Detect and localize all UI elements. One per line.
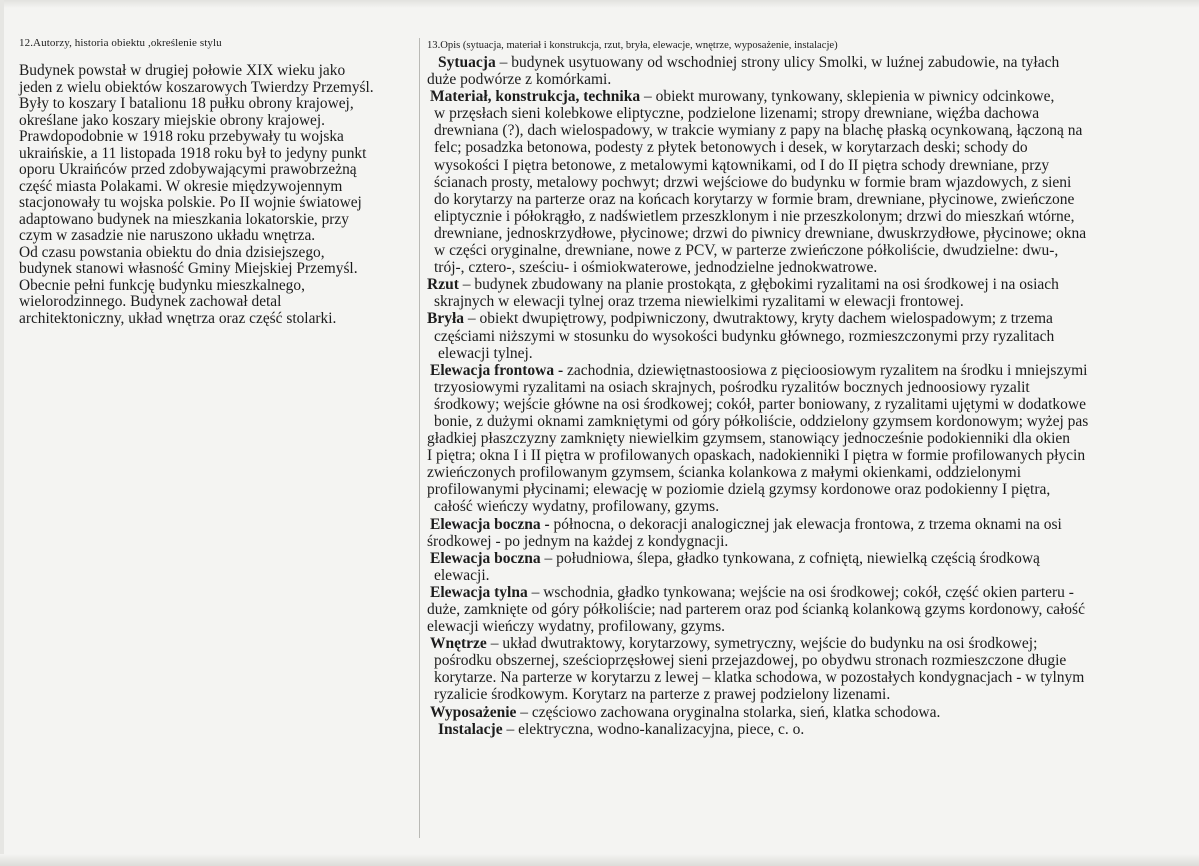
description-line — [424, 481, 1196, 498]
description-text-run: elewacji tylnej. — [438, 344, 533, 362]
description-text-run: gładkiej płaszczyzny zamknięty niewielkim gzymsem, stanowiący jednocześnie podokienniki dla okien — [427, 430, 1071, 448]
description-term: Wyposażenie — [430, 703, 517, 721]
description-text-run: północna, o dekoracji analogicznej jak elewacja frontowa, z trzema oknami na osi — [549, 515, 1062, 533]
description-text-run: w przęsłach sieni kolebkowe eliptyczne, podzielone lizenami; stropy drewniane, więźba dachowa — [434, 105, 1040, 123]
description-term: Materiał, konstrukcja, technika — [430, 88, 641, 106]
history-line: Od czasu powstania obiektu do dnia dzisiejszego, — [19, 243, 325, 261]
description-text-run: I piętra; okna I i II piętra w profilowanych opaskach, nadokienniki I piętra w formie profilowanych płycin — [427, 447, 1086, 465]
history-line: oporu Ukraińców przed zdobywającymi prawobrzeżną — [19, 161, 357, 178]
description-text — [424, 54, 1196, 738]
history-line: stacjonowały tu wojska polskie. Po II wojnie światowej — [19, 194, 362, 211]
description-text-run: – układ dwutraktowy, korytarzowy, symetryczny, wejście do budynku na osi środkowej; — [486, 635, 1038, 653]
history-line: część miasta Polakami. W okresie międzywojennym — [19, 177, 343, 195]
history-line: czym w zasadzie nie naruszono układu wnętrza. — [19, 227, 316, 244]
description-line — [424, 498, 1196, 515]
description-line — [424, 584, 1196, 601]
description-line — [424, 567, 1196, 584]
description-text-run: zwieńczonych profilowanym gzymsem, ścianka kolankowa z małymi okienkami, oddzielonymi — [427, 464, 1022, 482]
description-line — [424, 54, 1196, 71]
description-text-run: drewniana (?), dach wielospadowy, w trakcie wymiany z papy na blachę płaską ocynkowaną, łączoną na — [434, 122, 1083, 140]
description-line — [424, 721, 1196, 738]
description-line — [424, 635, 1196, 652]
description-line — [424, 652, 1196, 669]
section-12-heading: 12.Autorzy, historia obiektu ,określenie stylu — [19, 37, 222, 49]
description-line — [424, 276, 1196, 293]
description-text-run: profilowanymi płycinami; elewację w poziomie dzielą gzymsy kordonowe oraz podokienny I piętra, — [427, 481, 1051, 499]
description-text-run: ścianach prosty, metalowy pochwyt; drzwi wejściowe do budynku w formie bram wjazdowych, z sieni — [434, 173, 1072, 191]
history-line: jeden z wielu obiektów koszarowych Twierdzy Przemyśl. — [19, 78, 374, 96]
description-term: Wnętrze — [430, 635, 487, 653]
description-text-run: – południowa, ślepa, gładko tynkowana, z cofniętą, niewielką częścią środkową — [540, 549, 1040, 567]
description-line — [424, 105, 1196, 122]
description-text-run: drewniane, jednoskrzydłowe, płycinowe; drzwi do piwnicy drewniane, dwuskrzydłowe, płycinowe; okna — [434, 224, 1087, 242]
description-line — [424, 601, 1196, 618]
description-line — [424, 447, 1196, 464]
description-line — [424, 345, 1196, 362]
description-text-run: elewacji. — [434, 566, 490, 584]
description-text-run: – wschodnia, gładko tynkowana; wejście na osi środkowej; cokół, część okien parteru - — [527, 583, 1074, 601]
description-line — [424, 242, 1196, 259]
history-line: Budynek powstał w drugiej połowie XIX wieku jako — [19, 62, 346, 79]
history-line: wielorodzinnego. Budynek zachował detal — [19, 293, 282, 310]
section-13-heading: 13.Opis (sytuacja, materiał i konstrukcja, rzut, bryła, elewacje, wnętrze, wyposażenie, instalacje) — [427, 40, 838, 51]
description-line — [424, 550, 1196, 567]
history-line: określane jako koszary miejskie obrony krajowej. — [19, 111, 326, 129]
description-line — [424, 208, 1196, 225]
history-line: ukraińskie, a 11 listopada 1918 roku był to jedyny punkt — [19, 144, 367, 162]
history-line: Prawdopodobnie w 1918 roku przebywały tu wojska — [19, 128, 344, 145]
history-line: Były to koszary I batalionu 18 pułku obrony krajowej, — [19, 95, 354, 112]
description-text-run: środkowy; wejście główne na osi środkowej; cokół, parter boniowany, z ryzalitami ujętymi w dodatkowe — [434, 395, 1086, 413]
description-text-run: – obiekt murowany, tynkowany, sklepienia w piwnicy odcinkowe, — [640, 88, 1055, 106]
description-term: Elewacja frontowa - — [430, 361, 564, 379]
description-text-run: – częściowo zachowana oryginalna stolarka, sień, klatka schodowa. — [516, 703, 941, 721]
scan-edge-left — [0, 0, 4, 866]
description-text-run: do korytarzy na parterze oraz na końcach korytarzy w formie bram, drewniane, płycinowe, zwieńczone — [434, 190, 1075, 208]
description-text-run: ryzalicie środkowym. Korytarz na parterze z prawej podzielony lizenami. — [434, 686, 891, 704]
description-line — [424, 174, 1196, 191]
description-line — [424, 139, 1196, 156]
description-line — [424, 430, 1196, 447]
description-text-run: wysokości I piętra betonowe, z metalowymi kątownikami, od I do II piętra schody drewniane, przy — [434, 156, 1050, 174]
description-line — [424, 533, 1196, 550]
scan-edge-bottom — [0, 854, 1199, 866]
description-text-run: całość wieńczy wydatny, profilowany, gzyms. — [434, 498, 720, 516]
history-text — [19, 63, 419, 327]
description-term: Instalacje — [438, 720, 503, 738]
description-line — [424, 618, 1196, 635]
description-line — [424, 225, 1196, 242]
description-term: Elewacja boczna — [430, 549, 541, 567]
description-line — [424, 88, 1196, 105]
description-line — [424, 157, 1196, 174]
description-text-run: elewacji wieńczy wydatny, profilowany, gzyms. — [427, 618, 725, 636]
description-line — [424, 379, 1196, 396]
description-line — [424, 516, 1196, 533]
description-line — [424, 191, 1196, 208]
description-text-run: – obiekt dwupiętrowy, podpiwniczony, dwutraktowy, kryty dachem wielospadowym; z trzema — [464, 310, 1053, 328]
description-term: Sytuacja — [438, 54, 496, 71]
description-term: Elewacja tylna — [430, 583, 528, 601]
description-text-run: częściami niższymi w stosunku do wysokości budynku głównego, rozmieszczonymi przy ryzalitach — [434, 327, 1055, 345]
description-term: Bryła — [427, 310, 465, 328]
history-line: Obecnie pełni funkcję budynku mieszkalnego, — [19, 276, 305, 294]
description-text-run: trój-, cztero-, sześciu- i ośmiokwaterowe, jednodzielne jednokwatrowe. — [434, 259, 878, 277]
description-text-run: felc; posadzka betonowa, podesty z płytek betonowych i desek, w korytarzach deski; schody do — [434, 139, 1028, 157]
description-text-run: – budynek zbudowany na planie prostokąta, z głębokimi ryzalitami na osi środkowej i na osiach — [458, 276, 1059, 294]
description-text-run: duże, zamknięte od góry półkoliście; nad parterem oraz pod ścianką kolankową gzyms kordonowy, całość — [427, 601, 1085, 618]
scan-edge-top — [0, 0, 1199, 8]
description-line — [424, 686, 1196, 703]
description-text-run: środkowej - po jednym na każdej z kondygnacji. — [427, 532, 729, 550]
description-line — [424, 704, 1196, 721]
description-line — [424, 310, 1196, 327]
history-line: adaptowano budynek na mieszkania lokatorskie, przy — [19, 210, 349, 228]
column-divider — [419, 38, 420, 838]
history-line: architektoniczny, układ wnętrza oraz część stolarki. — [19, 309, 337, 327]
description-line — [424, 669, 1196, 686]
description-line — [424, 396, 1196, 413]
description-line — [424, 362, 1196, 379]
description-term: Elewacja boczna - — [430, 515, 550, 533]
description-line — [424, 464, 1196, 481]
history-line: budynek stanowi własność Gminy Miejskiej Przemyśl. — [19, 260, 358, 277]
description-text-run: zachodnia, dziewiętnastoosiowa z pięcioosiowym ryzalitem na środku i mniejszymi — [563, 361, 1088, 379]
description-text-run: duże podwórze z komórkami. — [427, 71, 612, 89]
description-text-run: skrajnych w elewacji tylnej oraz trzema niewielkimi ryzalitami w elewacji frontowej. — [434, 293, 964, 311]
description-text-run: – budynek usytuowany od wschodniej strony ulicy Smolki, w luźnej zabudowie, na tyłach — [495, 54, 1060, 71]
description-line — [424, 122, 1196, 139]
description-term: Rzut — [427, 276, 459, 294]
description-line — [424, 259, 1196, 276]
description-text-run: eliptycznie i półokrągło, z nadświetlem przeszklonym i nie przeszkolonym; drzwi do mieszkań wtórne, — [434, 207, 1075, 225]
description-line — [424, 71, 1196, 88]
description-line — [424, 293, 1196, 310]
description-text-run: trzyosiowymi ryzalitami na osiach skrajnych, pośrodku ryzalitów bocznych jednoosiowy ryzalit — [434, 378, 1030, 396]
description-text-run: korytarze. Na parterze w korytarzu z lewej – klatka schodowa, w pozostałych kondygnacjach - w tylnym — [434, 669, 1085, 687]
description-line — [424, 413, 1196, 430]
description-line — [424, 328, 1196, 345]
description-text-run: bonie, z dużymi oknami zamkniętymi od góry półkoliście, oddzielony gzymsem kordonowym; wyżej pas — [434, 412, 1089, 430]
description-text-run: – elektryczna, wodno-kanalizacyjna, piece, c. o. — [502, 720, 805, 738]
description-text-run: pośrodku obszernej, sześcioprzęsłowej sieni przejazdowej, po obydwu stronach rozmieszczone długie — [434, 652, 1067, 670]
description-text-run: w części oryginalne, drewniane, nowe z PCV, w parterze zwieńczone półkoliście, dwudzielne: dwu-, — [434, 242, 1059, 260]
